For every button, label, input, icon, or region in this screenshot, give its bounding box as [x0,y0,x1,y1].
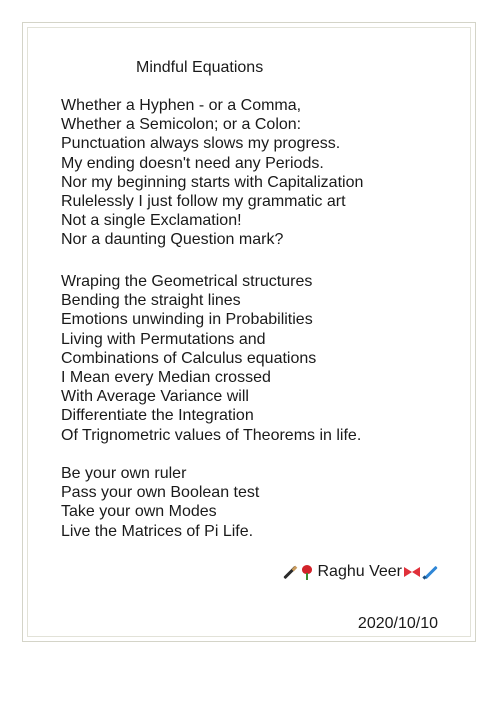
rose-icon [299,564,315,580]
poem-line: With Average Variance will [61,388,249,406]
poem-line: I Mean every Median crossed [61,369,271,387]
pen-icon [281,564,297,580]
poem-line: Rulelessly I just follow my grammatic art [61,193,346,211]
signature [281,562,438,582]
poem-title: Mindful Equations [136,59,264,76]
poem-line: Be your own ruler [61,465,187,482]
poem-line: Nor my beginning starts with Capitalization [61,173,364,191]
poem-line: Bending the straight lines [61,292,241,310]
author-name: Raghu Veer [317,563,402,580]
poem-line: Nor a daunting Question mark? [61,231,284,249]
poem-line: Not a single Exclamation! [61,212,242,230]
stanza-3 [61,464,259,541]
poem-date: 2020/10/10 [357,615,438,632]
poem-line: Pass your own Boolean test [61,484,260,502]
stanza-1 [61,96,363,250]
poem-line: Combinations of Calculus equations [61,349,317,367]
poem-line: Take your own Modes [61,503,217,521]
poem-line: Wraping the Geometrical structures [61,273,313,290]
poem-line: Whether a Hyphen - or a Comma, [61,97,302,114]
poem-line: Live the Matrices of Pi Life. [61,522,254,540]
poem-line: Punctuation always slows my progress. [61,135,341,153]
stanza-2 [61,272,361,445]
poem-line: Living with Permutations and [61,330,266,348]
poem-line: My ending doesn't need any Periods. [61,154,324,172]
blue-pen-icon [422,564,438,580]
poem-line: Differentiate the Integration [61,407,254,425]
poem-line: Emotions unwinding in Probabilities [61,311,313,329]
poem-line: Whether a Semicolon; or a Colon: [61,116,302,134]
ribbon-icon [404,564,420,580]
poem-line: Of Trignometric values of Theorems in life. [61,426,362,444]
